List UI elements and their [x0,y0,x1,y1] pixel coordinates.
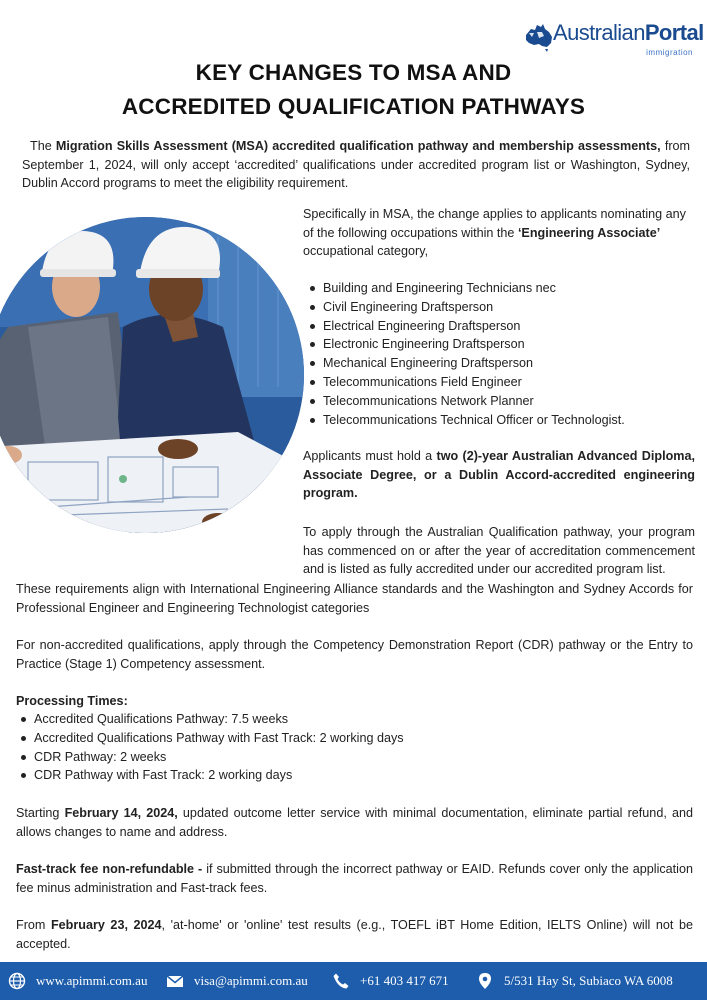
list-item: Electrical Engineering Draftsperson [303,317,693,336]
processing-times-heading: Processing Times: [16,694,128,708]
footer-email[interactable] [166,962,308,1000]
list-item: CDR Pathway with Fast Track: 2 working days [14,766,574,785]
fast-track-paragraph: Fast-track fee non-refundable - if submitted through the incorrect pathway or EAID. Refunds cover only the application fee minus administration and Fast-track fees. [16,862,693,895]
email-link[interactable]: visa@apimmi.com.au [194,973,308,988]
address-text: 5/531 Hay St, Subiaco WA 6008 [504,973,673,988]
outcome-letter-paragraph: Starting February 14, 2024, updated outcome letter service with minimal documentation, eliminate partial refund, and allows changes to name and address. [16,806,693,839]
location-pin-icon [476,972,494,990]
cdr-paragraph: For non-accredited qualifications, apply through the Competency Demonstration Report (CDR) pathway or the Entry to Practice (Stage 1) Competency assessment. [16,638,693,671]
list-item: CDR Pathway: 2 weeks [14,748,574,767]
list-item: Telecommunications Field Engineer [303,373,693,392]
apply-paragraph: To apply through the Australian Qualification pathway, your program has commenced on or after the year of accreditation commencement and is listed as fully accredited under our accredited program list. [303,525,695,577]
list-item: Civil Engineering Draftsperson [303,298,693,317]
test-results-paragraph: From February 23, 2024, 'at-home' or 'online' test results (e.g., TOEFL iBT Home Edition, IELTS Online) will not be accepted. [16,918,693,951]
globe-icon [8,972,26,990]
website-link[interactable]: www.apimmi.com.au [36,973,148,988]
msa-paragraph: Specifically in MSA, the change applies to applicants nominating any of the following occupations within the ‘Engineering Associate’ occupational category, [303,207,686,259]
list-item: Electronic Engineering Draftsperson [303,335,693,354]
title-line-1: KEY CHANGES TO MSA AND [195,60,512,85]
footer-website[interactable] [8,962,147,1000]
mail-icon [166,972,184,990]
alignment-paragraph: These requirements align with International Engineering Alliance standards and the Washington and Sydney Accords for Professional Engineer and Engineering Technologist categories [16,582,693,615]
occupation-list [303,279,693,429]
page-title [0,56,707,124]
brand-sub: immigration [646,48,693,57]
list-item: Accredited Qualifications Pathway with Fast Track: 2 working days [14,729,574,748]
contact-footer [0,962,707,1000]
list-item: Telecommunications Network Planner [303,392,693,411]
list-item: Building and Engineering Technicians nec [303,279,693,298]
footer-phone[interactable] [332,962,449,1000]
intro-paragraph: The Migration Skills Assessment (MSA) accredited qualification pathway and membership assessments, from September 1, 2024, will only accept ‘accredited’ qualifications under accredited program list or Washington, Sydney, Dublin Accord programs to meet the eligibility requirement. [22,139,691,191]
brand-name: AustralianPortal [553,20,704,45]
title-line-2: ACCREDITED QUALIFICATION PATHWAYS [121,94,586,119]
phone-icon [332,972,350,990]
australia-map-icon [523,20,557,54]
processing-times-list [14,710,574,785]
engineers-photo [0,217,304,533]
list-item: Accredited Qualifications Pathway: 7.5 weeks [14,710,574,729]
phone-number[interactable]: +61 403 417 671 [360,973,449,988]
footer-address [476,962,673,1000]
requirement-paragraph: Applicants must hold a two (2)-year Australian Advanced Diploma, Associate Degree, or a Dublin Accord-accredited engineering program. [303,449,695,501]
list-item: Mechanical Engineering Draftsperson [303,354,693,373]
list-item: Telecommunications Technical Officer or Technologist. [303,411,693,430]
